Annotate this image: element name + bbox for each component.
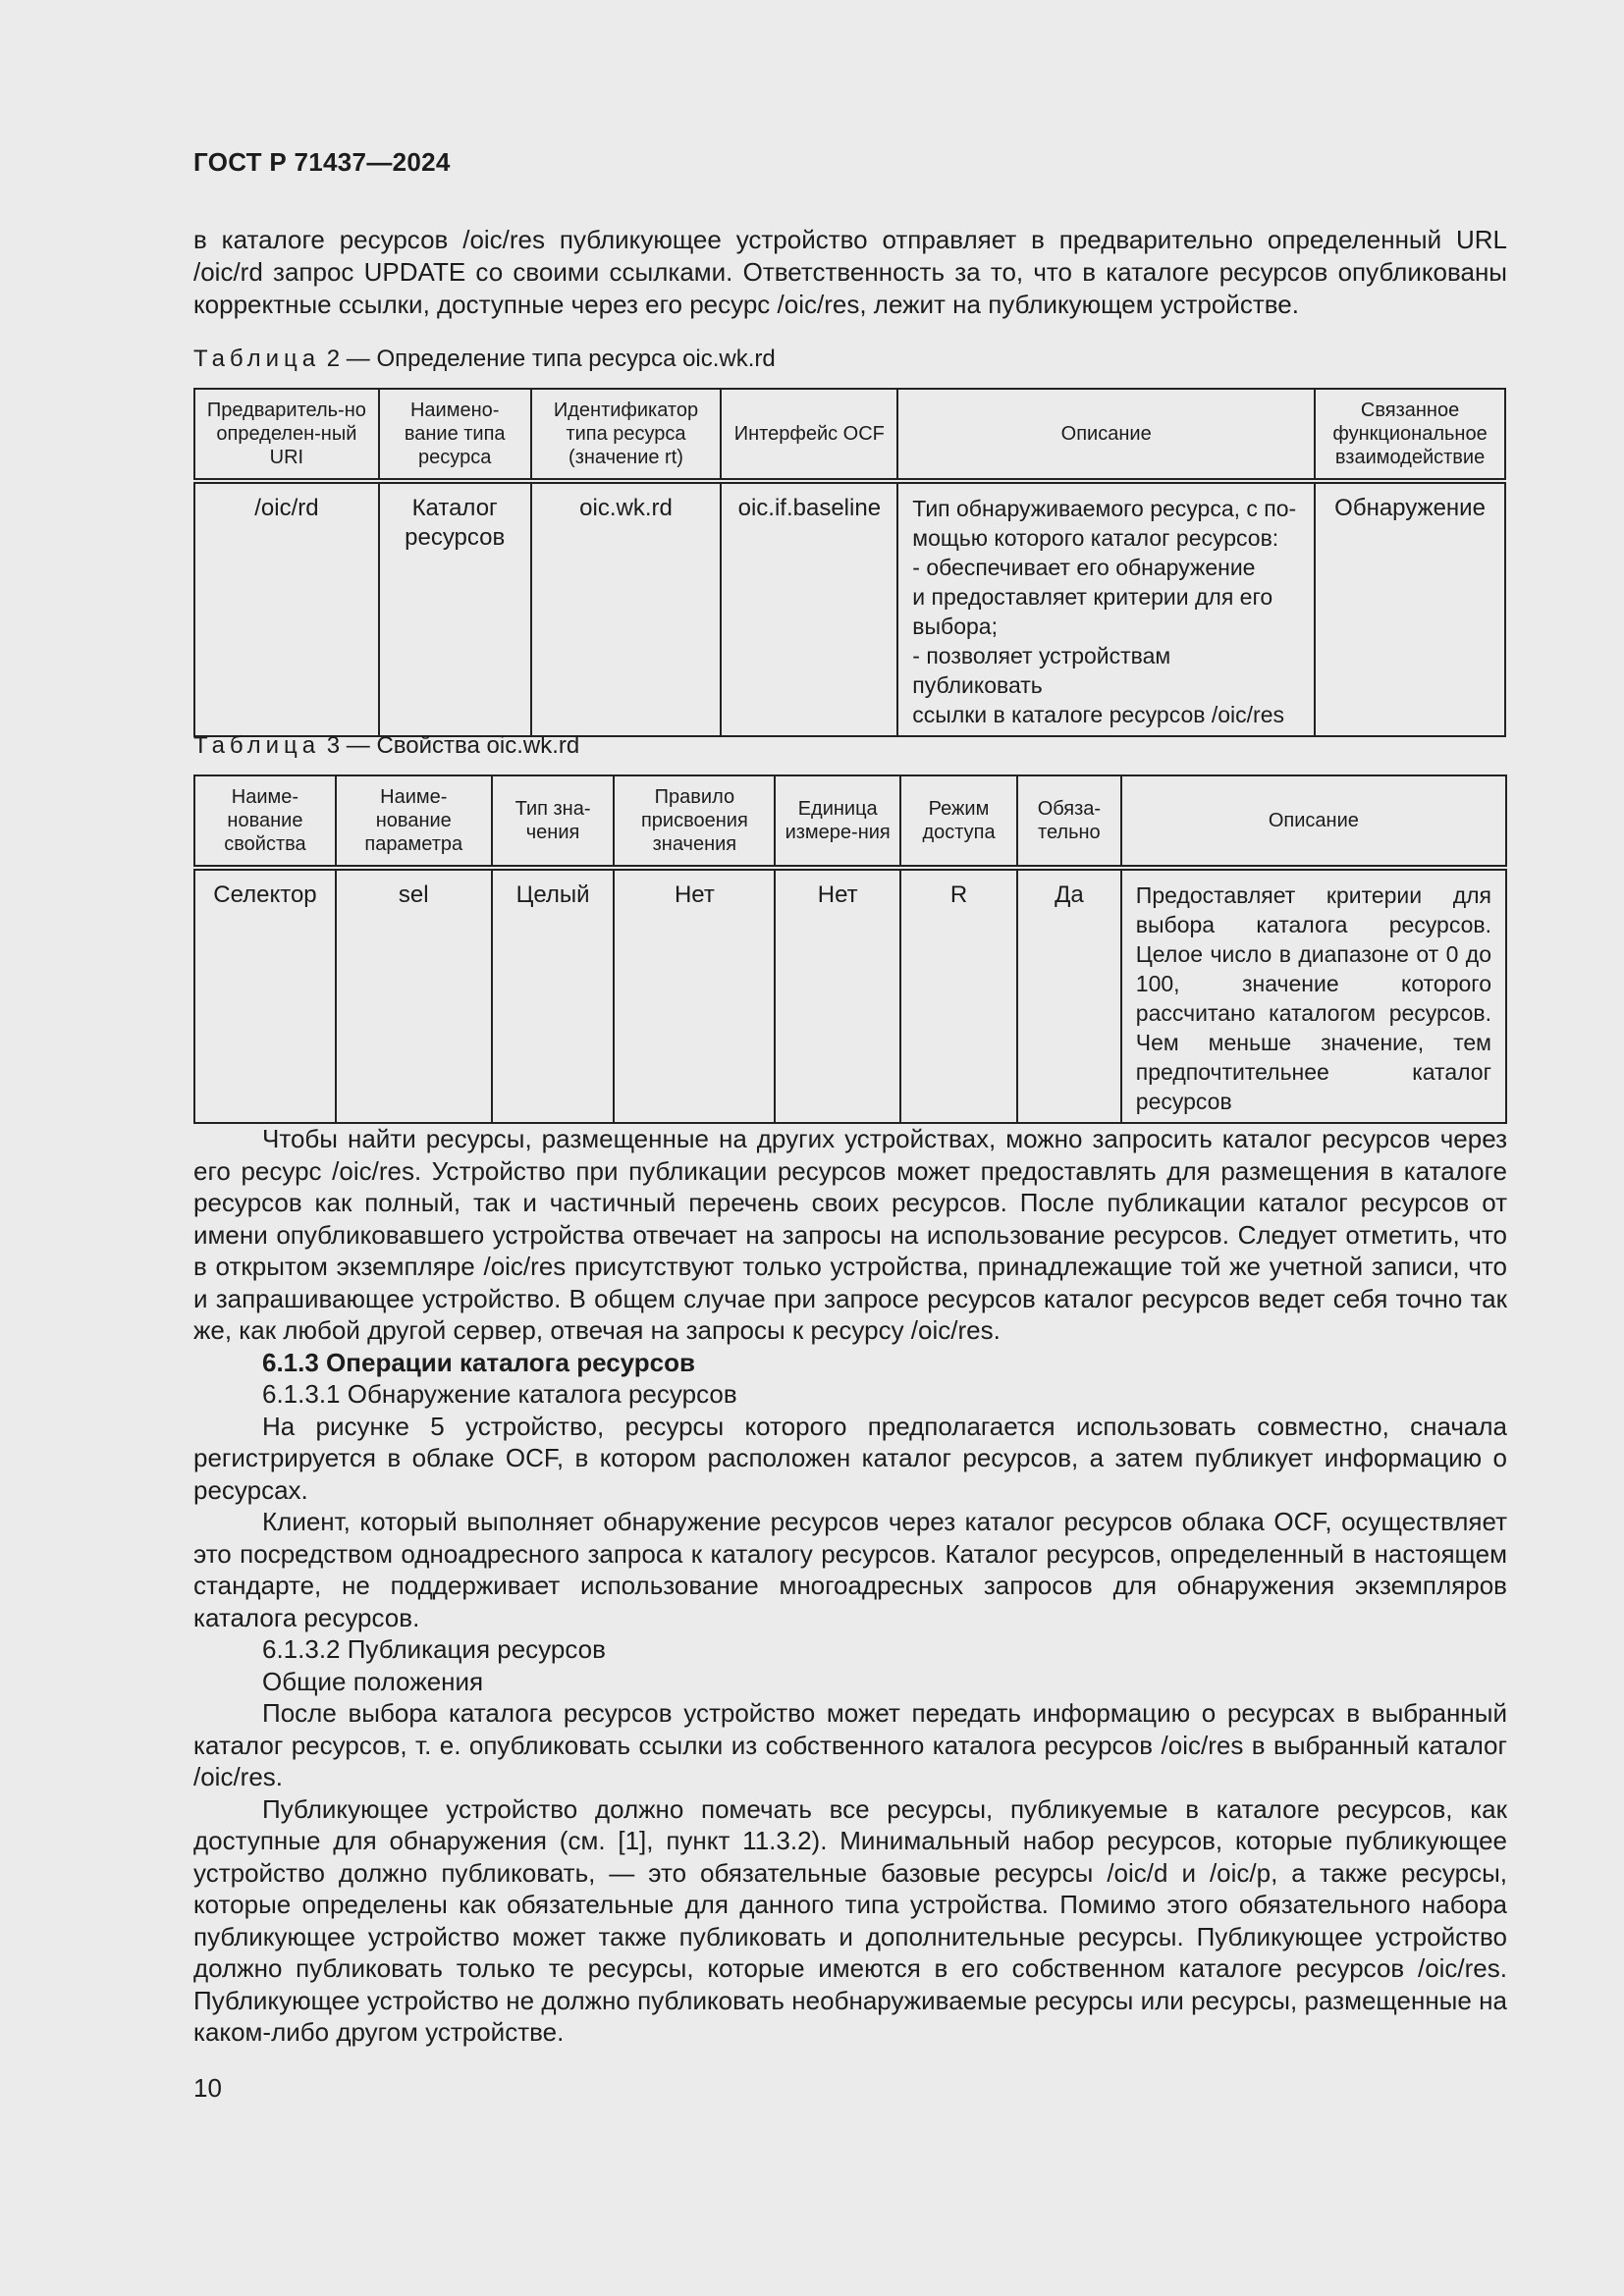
- table3-cell-property: Селектор: [194, 868, 336, 1123]
- section-heading-6-1-3: 6.1.3 Операции каталога ресурсов: [262, 1347, 695, 1377]
- table2-header-rt: Идентификатор типа ресурса (значение rt): [531, 389, 722, 481]
- body-paragraph: На рисунке 5 устройство, ресурсы которого предполагается использовать совместно, сначала регистрируется в облаке OCF, в котором расположен каталог ресурсов, а затем публикует информацию о ресурсах.: [193, 1411, 1507, 1505]
- table3-cell-description: Предоставляет критерии для выбора каталога ресурсов. Целое число в диапазоне от 0 до 100, значение которого рассчитано каталогом ресурсов. Чем меньше значение, тем предпочтительнее каталог ресурсов: [1121, 868, 1506, 1123]
- table2-header-description: Описание: [897, 389, 1315, 481]
- body-paragraph: После выбора каталога ресурсов устройство может передать информацию о ресурсах в выбранный каталог ресурсов, т. е. опубликовать ссылки из собственного каталога ресурсов /oic/res в выбранный каталог /oic/res.: [193, 1698, 1507, 1791]
- table2-caption-text: 2 — Определение типа ресурса oic.wk.rd: [326, 346, 776, 372]
- table-row: [194, 481, 1505, 736]
- table2-caption-prefix: Таблица: [193, 346, 321, 372]
- table2-desc-line: и предоставляет критерии для его: [912, 584, 1273, 610]
- table2-desc-line: ссылки в каталоге ресурсов /oic/res: [912, 702, 1285, 727]
- table3-header-unit: Единица измере-ния: [775, 775, 900, 868]
- table3-header-row: [194, 775, 1506, 868]
- table2-cell-rt: oic.wk.rd: [531, 481, 722, 736]
- table2-desc-line: выбора;: [912, 614, 998, 639]
- table3-cell-unit: Нет: [775, 868, 900, 1123]
- table3-cell-rule: Нет: [614, 868, 775, 1123]
- table3-header-description: Описание: [1121, 775, 1506, 868]
- page-number: 10: [193, 2073, 222, 2103]
- subsection-heading-6-1-3-2: 6.1.3.2 Публикация ресурсов: [262, 1634, 606, 1664]
- table2-header-interface: Интерфейс OCF: [721, 389, 897, 481]
- table3-header-mandatory: Обяза-тельно: [1017, 775, 1121, 868]
- table3-header-value-type: Тип зна-чения: [492, 775, 615, 868]
- table2-cell-interaction: Обнаружение: [1315, 481, 1505, 736]
- table2-desc-line: Тип обнаруживаемого ресурса, с по-: [912, 496, 1297, 521]
- body-paragraph: Клиент, который выполняет обнаружение ресурсов через каталог ресурсов облака OCF, осуществляет это посредством одноадресного запроса к каталогу ресурсов. Каталог ресурсов, определенный в настоящем стандарте, не поддерживает использование многоадресных запросов для обнаружения экземпляров каталога ресурсов.: [193, 1507, 1507, 1632]
- table2: [193, 388, 1506, 737]
- table2-cell-description: [897, 481, 1315, 736]
- table3: [193, 774, 1507, 1124]
- body-paragraph: Чтобы найти ресурсы, размещенные на других устройствах, можно запросить каталог ресурсов через его ресурс /oic/res. Устройство при публикации ресурсов может предоставлять для размещения в каталоге ресурсов как полный, так и частичный перечень своих ресурсов. После публикации каталог ресурсов от имени опубликовавшего устройства отвечает на запросы на использование ресурсов. Следует отметить, что в открытом экземпляре /oic/res присутствуют только устройства, принадлежащие той же учетной записи, что и запрашивающее устройство. В общем случае при запросе ресурсов каталог ресурсов ведет себя точно так же, как любой другой сервер, отвечая на запросы к ресурсу /oic/res.: [193, 1124, 1507, 1345]
- subsection-heading-6-1-3-1: 6.1.3.1 Обнаружение каталога ресурсов: [262, 1379, 737, 1409]
- table2-desc-line: - позволяет устройствам публиковать: [912, 643, 1171, 698]
- intro-paragraph: в каталоге ресурсов /oic/res публикующее устройство отправляет в предварительно определенный URL /oic/rd запрос UPDATE со своими ссылками. Ответственность за то, что в каталоге ресурсов опубликованы корректные ссылки, доступные через его ресурс /oic/res, лежит на публикующем устройстве.: [193, 225, 1507, 319]
- general-provisions-heading: Общие положения: [262, 1666, 484, 1696]
- table3-header-property: Наиме-нование свойства: [194, 775, 336, 868]
- table3-cell-param: sel: [336, 868, 492, 1123]
- table3-cell-value-type: Целый: [492, 868, 615, 1123]
- table3-header-rule: Правило присвоения значения: [614, 775, 775, 868]
- table2-header-interaction: Связанное функциональное взаимодействие: [1315, 389, 1505, 481]
- table3-caption-prefix: Таблица: [193, 732, 321, 759]
- table3-cell-access: R: [900, 868, 1017, 1123]
- table2-cell-interface: oic.if.baseline: [721, 481, 897, 736]
- table3-header-access: Режим доступа: [900, 775, 1017, 868]
- table-row: [194, 868, 1506, 1123]
- table3-caption-text: 3 — Свойства oic.wk.rd: [326, 732, 580, 759]
- table2-desc-line: мощью которого каталог ресурсов:: [912, 525, 1279, 551]
- table2-cell-uri: /oic/rd: [194, 481, 379, 736]
- table2-header-type-name: Наимено-вание типа ресурса: [379, 389, 531, 481]
- table2-desc-line: - обеспечивает его обнаружение: [912, 555, 1256, 580]
- table3-caption: [193, 732, 579, 760]
- body-paragraph: Публикующее устройство должно помечать все ресурсы, публикуемые в каталоге ресурсов, как доступные для обнаружения (см. [1], пункт 11.3.2). Минимальный набор ресурсов, которые публикующее устройство должно публиковать, — это обязательные базовые ресурсы /oic/d и /oic/p, а также ресурсы, которые определены как обязательные для данного типа устройства. Помимо этого обязательного набора публикующее устройство может также публиковать и дополнительные ресурсы. Публикующее устройство должно публиковать только те ресурсы, которые имеются в его собственном каталоге ресурсов /oic/res. Публикующее устройство не должно публиковать необнаруживаемые ресурсы или ресурсы, размещенные на каком-либо другом устройстве.: [193, 1793, 1507, 2047]
- table2-header-uri: Предваритель-но определен-ный URI: [194, 389, 379, 481]
- document-header-title: ГОСТ Р 71437—2024: [193, 147, 451, 177]
- table2-cell-type-name: Каталог ресурсов: [379, 481, 531, 736]
- table3-header-param: Наиме-нование параметра: [336, 775, 492, 868]
- body-text: [193, 1123, 1507, 2049]
- table2-header-row: [194, 389, 1505, 481]
- table3-cell-mandatory: Да: [1017, 868, 1121, 1123]
- table2-caption: [193, 346, 776, 373]
